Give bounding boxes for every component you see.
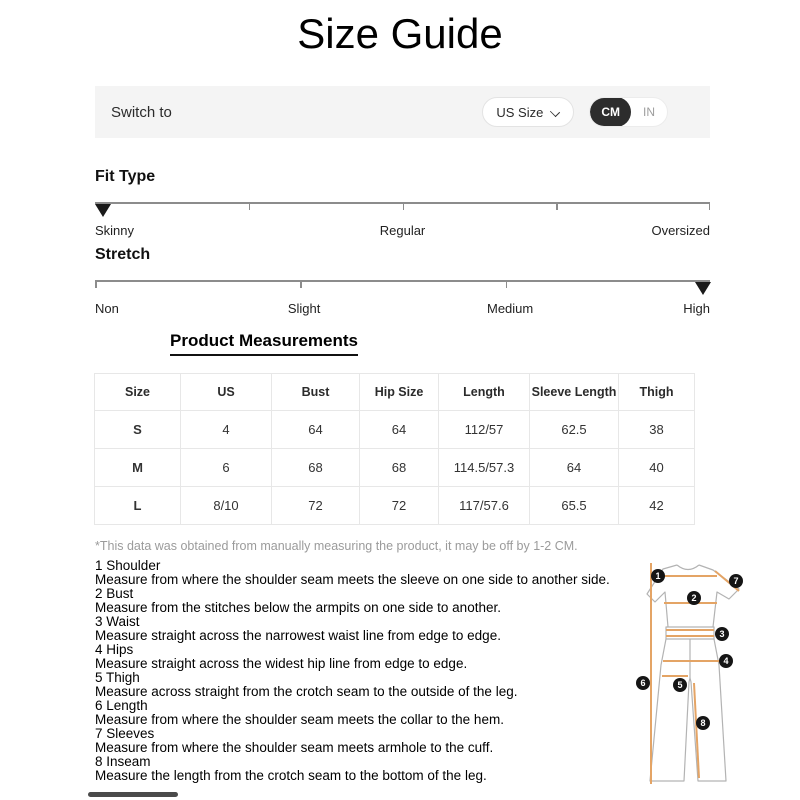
col-header: US — [181, 374, 272, 411]
item-number: 5 — [95, 670, 103, 685]
marker-1 — [651, 569, 665, 583]
table-row — [95, 449, 695, 487]
item-description: Measure straight across the narrowest waist line from edge to edge. — [95, 628, 501, 643]
cell: 38 — [619, 411, 695, 449]
item-description: Measure from the stitches below the armpits on one side to another. — [95, 600, 501, 615]
garment-measure-diagram — [628, 558, 768, 798]
cell: 112/57 — [439, 411, 530, 449]
item-name: Inseam — [106, 754, 151, 769]
size-system-value: US Size — [496, 104, 544, 120]
horizontal-scrollbar-thumb[interactable] — [88, 792, 178, 797]
list-item — [95, 755, 643, 783]
item-name: Shoulder — [106, 558, 161, 573]
marker-8 — [696, 716, 710, 730]
item-description: Measure the length from the crotch seam to the bottom of the leg. — [95, 768, 487, 783]
cell: 62.5 — [530, 411, 619, 449]
chevron-down-icon — [551, 106, 560, 115]
cell: 68 — [272, 449, 360, 487]
switch-bar — [95, 86, 710, 138]
svg-text:4: 4 — [723, 656, 729, 667]
cell: 42 — [619, 487, 695, 525]
list-item — [95, 699, 643, 727]
cell: 64 — [530, 449, 619, 487]
item-name: Waist — [106, 614, 140, 629]
fit-type-labels — [95, 223, 710, 237]
cell: 114.5/57.3 — [439, 449, 530, 487]
item-description: Measure from where the shoulder seam meets armhole to the cuff. — [95, 740, 494, 755]
list-item — [95, 559, 643, 587]
item-description: Measure straight across the widest hip line from edge to edge. — [95, 656, 468, 671]
stretch-track — [95, 280, 710, 282]
table-row — [95, 411, 695, 449]
item-name: Length — [106, 698, 148, 713]
scale-label: Skinny — [95, 223, 135, 238]
table-row — [95, 487, 695, 525]
scale-tick — [709, 204, 711, 210]
unit-option-in[interactable]: IN — [643, 105, 655, 119]
scale-tick — [556, 204, 558, 210]
scale-tick — [403, 204, 405, 210]
cell: 65.5 — [530, 487, 619, 525]
svg-text:1: 1 — [655, 571, 661, 582]
item-number: 8 — [95, 754, 103, 769]
cell: S — [95, 411, 181, 449]
marker-4 — [719, 654, 733, 668]
cell: 68 — [360, 449, 439, 487]
item-name: Hips — [106, 642, 134, 657]
list-item — [95, 587, 643, 615]
cell: 8/10 — [181, 487, 272, 525]
item-number: 1 — [95, 558, 103, 573]
item-name: Sleeves — [106, 726, 155, 741]
marker-3 — [715, 627, 729, 641]
stretch-heading: Stretch — [95, 246, 151, 263]
col-header: Size — [95, 374, 181, 411]
svg-text:6: 6 — [640, 678, 646, 689]
cell: 40 — [619, 449, 695, 487]
scale-label: High — [683, 301, 710, 316]
cell: L — [95, 487, 181, 525]
page-title: Size Guide — [297, 10, 503, 57]
col-header: Sleeve Length — [530, 374, 619, 411]
fit-type-scale — [95, 202, 710, 218]
table-header-row — [95, 374, 695, 411]
cell: 64 — [360, 411, 439, 449]
measure-guide-list — [95, 558, 646, 783]
switch-controls — [482, 97, 668, 127]
cell: 72 — [360, 487, 439, 525]
item-number: 4 — [95, 642, 103, 657]
item-number: 6 — [95, 698, 103, 713]
svg-text:8: 8 — [700, 718, 706, 729]
list-item — [95, 643, 643, 671]
scale-label: Oversized — [651, 223, 710, 238]
unit-toggle — [589, 97, 668, 127]
fit-type-marker — [95, 204, 111, 217]
col-header: Thigh — [619, 374, 695, 411]
scale-label: Non — [95, 301, 119, 316]
scale-label: Medium — [487, 301, 534, 316]
marker-5 — [673, 678, 687, 692]
cell: 117/57.6 — [439, 487, 530, 525]
cell: 72 — [272, 487, 360, 525]
list-item — [95, 727, 643, 755]
cell: 4 — [181, 411, 272, 449]
scale-label: Slight — [287, 301, 321, 316]
scale-label: Regular — [379, 223, 426, 238]
marker-7 — [729, 574, 743, 588]
list-item — [95, 615, 643, 643]
scale-tick — [95, 282, 97, 288]
cell: 6 — [181, 449, 272, 487]
scale-tick — [249, 204, 251, 210]
stretch-marker — [695, 282, 711, 295]
product-measurements-title: Product Measurements — [170, 331, 358, 356]
cell: M — [95, 449, 181, 487]
switch-to-label: Switch to — [111, 103, 172, 121]
scale-tick — [300, 282, 302, 288]
col-header: Bust — [272, 374, 360, 411]
item-description: Measure across straight from the crotch seam to the outside of the leg. — [95, 684, 518, 699]
item-name: Bust — [106, 586, 134, 601]
fit-type-heading: Fit Type — [95, 168, 156, 185]
measurement-note: *This data was obtained from manually measuring the product, it may be off by 1-2 CM. — [95, 539, 578, 553]
svg-text:7: 7 — [733, 576, 739, 587]
stretch-scale — [95, 280, 710, 296]
svg-text:5: 5 — [677, 680, 683, 691]
col-header: Length — [439, 374, 530, 411]
size-system-dropdown[interactable] — [482, 97, 574, 127]
stretch-labels — [95, 301, 710, 315]
item-description: Measure from where the shoulder seam meets the sleeve on one side to another side. — [95, 572, 610, 587]
list-item — [95, 670, 646, 699]
cell: 64 — [272, 411, 360, 449]
item-number: 2 — [95, 586, 103, 601]
item-number: 7 — [95, 726, 103, 741]
measurements-table — [94, 373, 695, 525]
marker-6 — [636, 676, 650, 690]
marker-2 — [687, 591, 701, 605]
svg-text:3: 3 — [719, 629, 725, 640]
item-name: Thigh — [106, 670, 140, 685]
unit-option-cm[interactable]: CM — [590, 97, 631, 127]
col-header: Hip Size — [360, 374, 439, 411]
svg-text:2: 2 — [691, 593, 697, 604]
scale-tick — [506, 282, 508, 288]
item-number: 3 — [95, 614, 103, 629]
item-description: Measure from where the shoulder seam meets the collar to the hem. — [95, 712, 504, 727]
